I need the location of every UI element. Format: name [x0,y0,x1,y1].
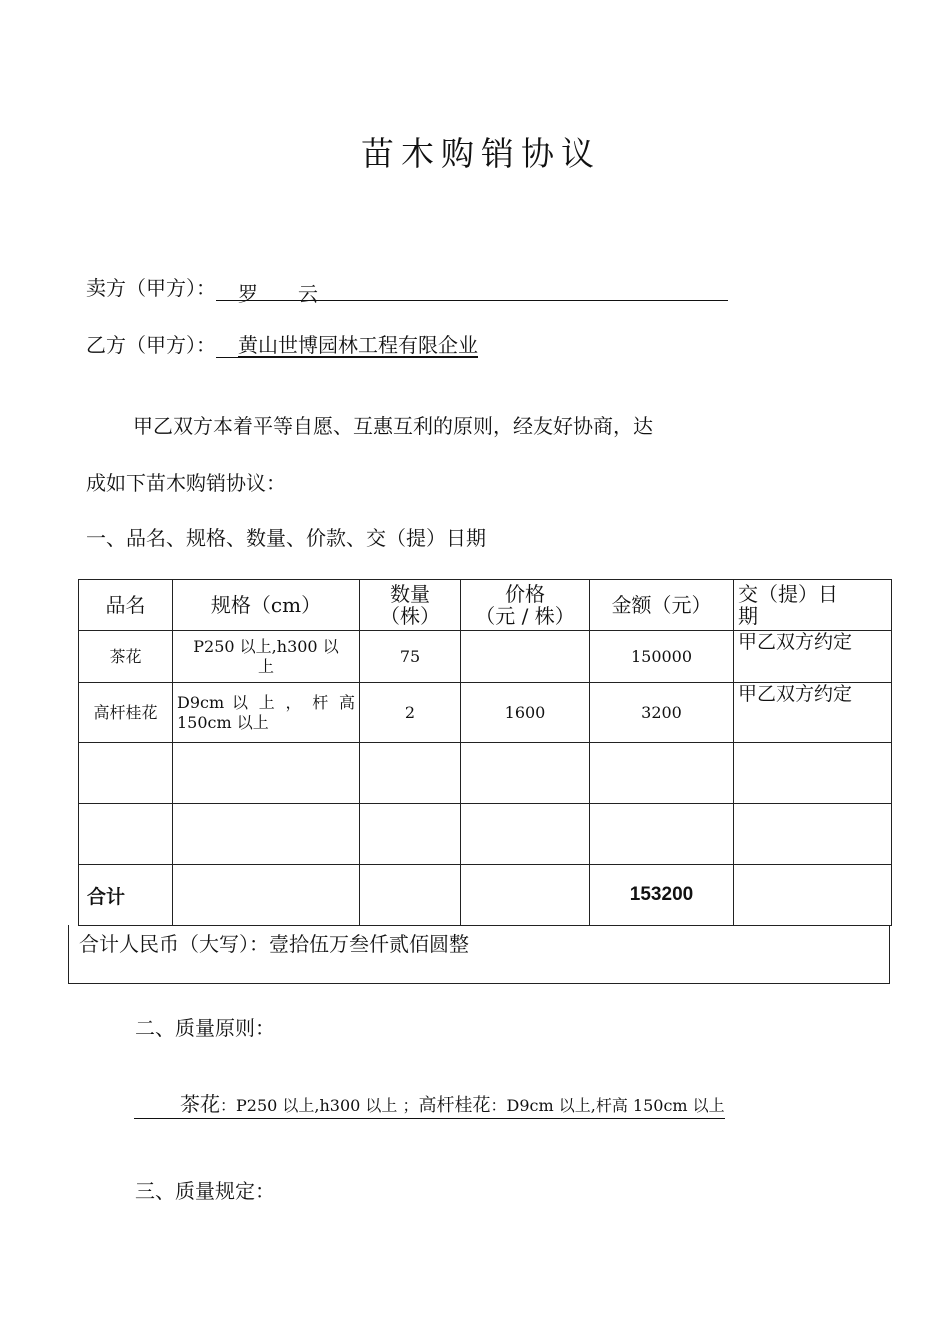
table-total-row [79,865,892,926]
document-title: 苗木购销协议 [361,134,601,173]
table-header-row [79,580,892,631]
row1-name: 茶花 [79,631,173,683]
header-name: 品名 [79,580,173,631]
row2-qty: 2 [360,683,461,743]
seller-line [86,272,728,306]
row1-spec: P250 以上,h300 以 上 [173,631,360,683]
quality-item-1: 茶花 [180,1092,220,1116]
row2-spec: D9cm 以 上 ， 杆 高 150cm 以上 [173,683,360,743]
table-row-empty [79,743,892,804]
row1-price [461,631,590,683]
buyer-underline-lead [216,335,238,358]
header-qty: 数量 （株） [360,580,461,631]
seller-label: 卖方（甲方）： [86,276,216,300]
quality-spec-2: ：D9cm 以上,杆高 150cm 以上 [490,1096,725,1115]
header-amount: 金额（元） [590,580,734,631]
row1-qty: 75 [360,631,461,683]
section-2-heading: 二、质量原则： [135,1016,275,1040]
seller-field [238,278,728,306]
total-label: 合计 [79,865,173,926]
row1-date: 甲乙双方约定 [734,631,892,683]
row2-date: 甲乙双方约定 [734,683,892,743]
header-date: 交（提）日 期 [734,580,892,631]
intro-line-2: 成如下苗木购销协议： [86,471,286,495]
seller-underline-lead [216,278,238,301]
buyer-value: 黄山世博园林工程有限企业 [238,333,478,357]
quality-spec-1: ：P250 以上,h300 以上 ； [220,1096,419,1115]
seller-value: 罗 云 [238,282,318,306]
section-3-heading: 三、质量规定： [135,1179,275,1203]
section-1-heading: 一、品名、规格、数量、价款、交（提）日期 [86,526,486,550]
buyer-label: 乙方（甲方）： [86,333,216,357]
header-spec: 规格（cm） [173,580,360,631]
header-price: 价格 （元 / 株） [461,580,590,631]
total-rmb-text: 合计人民币（大写）：壹拾伍万叁仟贰佰圆整 [79,932,469,956]
total-amount: 153200 [590,865,734,926]
table-row [79,631,892,683]
row2-price: 1600 [461,683,590,743]
buyer-line [86,329,478,358]
row2-name: 高杆桂花 [79,683,173,743]
total-rmb-box [68,925,890,984]
table-row-empty [79,804,892,865]
product-table [78,579,892,926]
row1-amount: 150000 [590,631,734,683]
row2-amount: 3200 [590,683,734,743]
table-row [79,683,892,743]
quality-item-2: 高杆桂花 [418,1095,491,1116]
intro-line-1: 甲乙双方本着平等自愿、互惠互利的原则，经友好协商，达 [133,414,653,438]
quality-text [134,1092,725,1119]
